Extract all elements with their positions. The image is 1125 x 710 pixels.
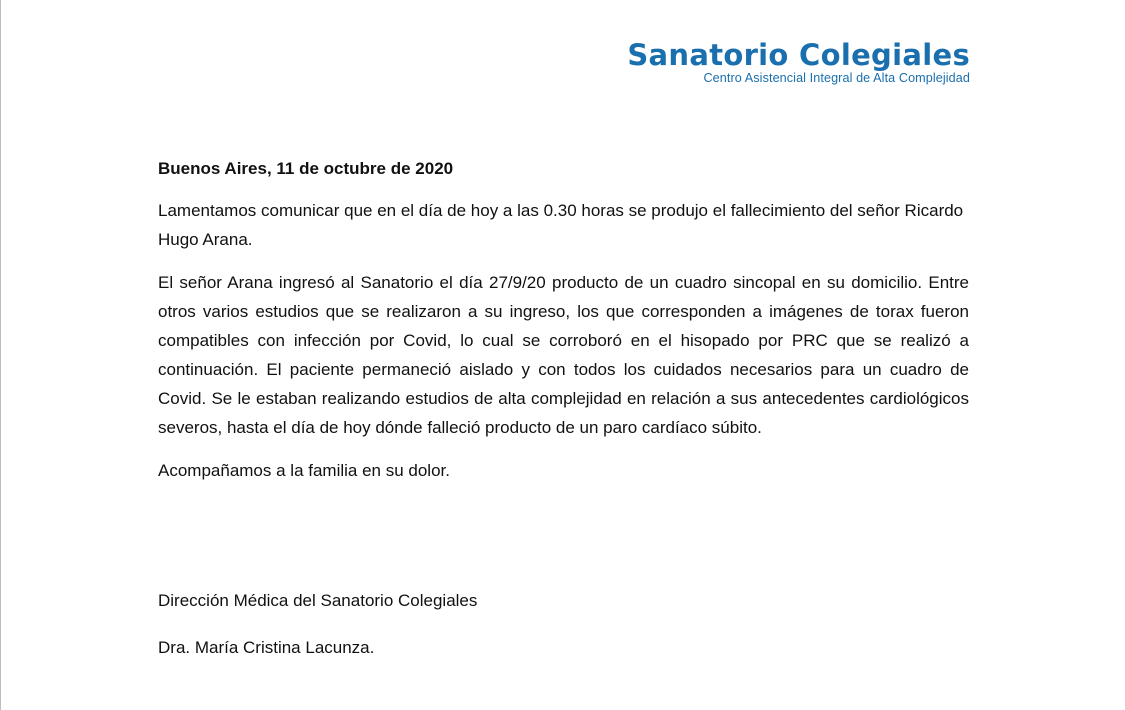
date-line: Buenos Aires, 11 de octubre de 2020 [158, 159, 454, 178]
logo-subtitle: Centro Asistencial Integral de Alta Complejidad [703, 71, 970, 85]
letter-body [158, 155, 969, 485]
sanatorio-logo [600, 36, 970, 92]
signature-signer: Dra. María Cristina Lacunza. [158, 638, 375, 657]
paragraph-announcement: Lamentamos comunicar que en el día de hoy a las 0.30 horas se produjo el fallecimiento del señor Ricardo Hugo Arana. [158, 201, 964, 249]
signature-department: Dirección Médica del Sanatorio Colegiales [158, 591, 478, 610]
closing-line: Acompañamos a la familia en su dolor. [158, 461, 450, 480]
paragraph-clinical-details: El señor Arana ingresó al Sanatorio el día 27/9/20 producto de un cuadro sincopal en su domicilio. Entre otros varios estudios que se realizaron a su ingreso, los que corresponden a imágenes de torax fueron compatibles con infección por Covid, lo cual se corroboró en el hisopado por PRC que se realizó a continuación. El paciente permaneció aislado y con todos los cuidados necesarios para un cuadro de Covid. Se le estaban realizando estudios de alta complejidad en relación a sus antecedentes cardiológicos severos, hasta el día de hoy dónde falleció producto de un paro cardíaco súbito. [158, 273, 969, 437]
page-edge [0, 0, 1, 710]
logo-name: Sanatorio Colegiales [627, 38, 970, 72]
